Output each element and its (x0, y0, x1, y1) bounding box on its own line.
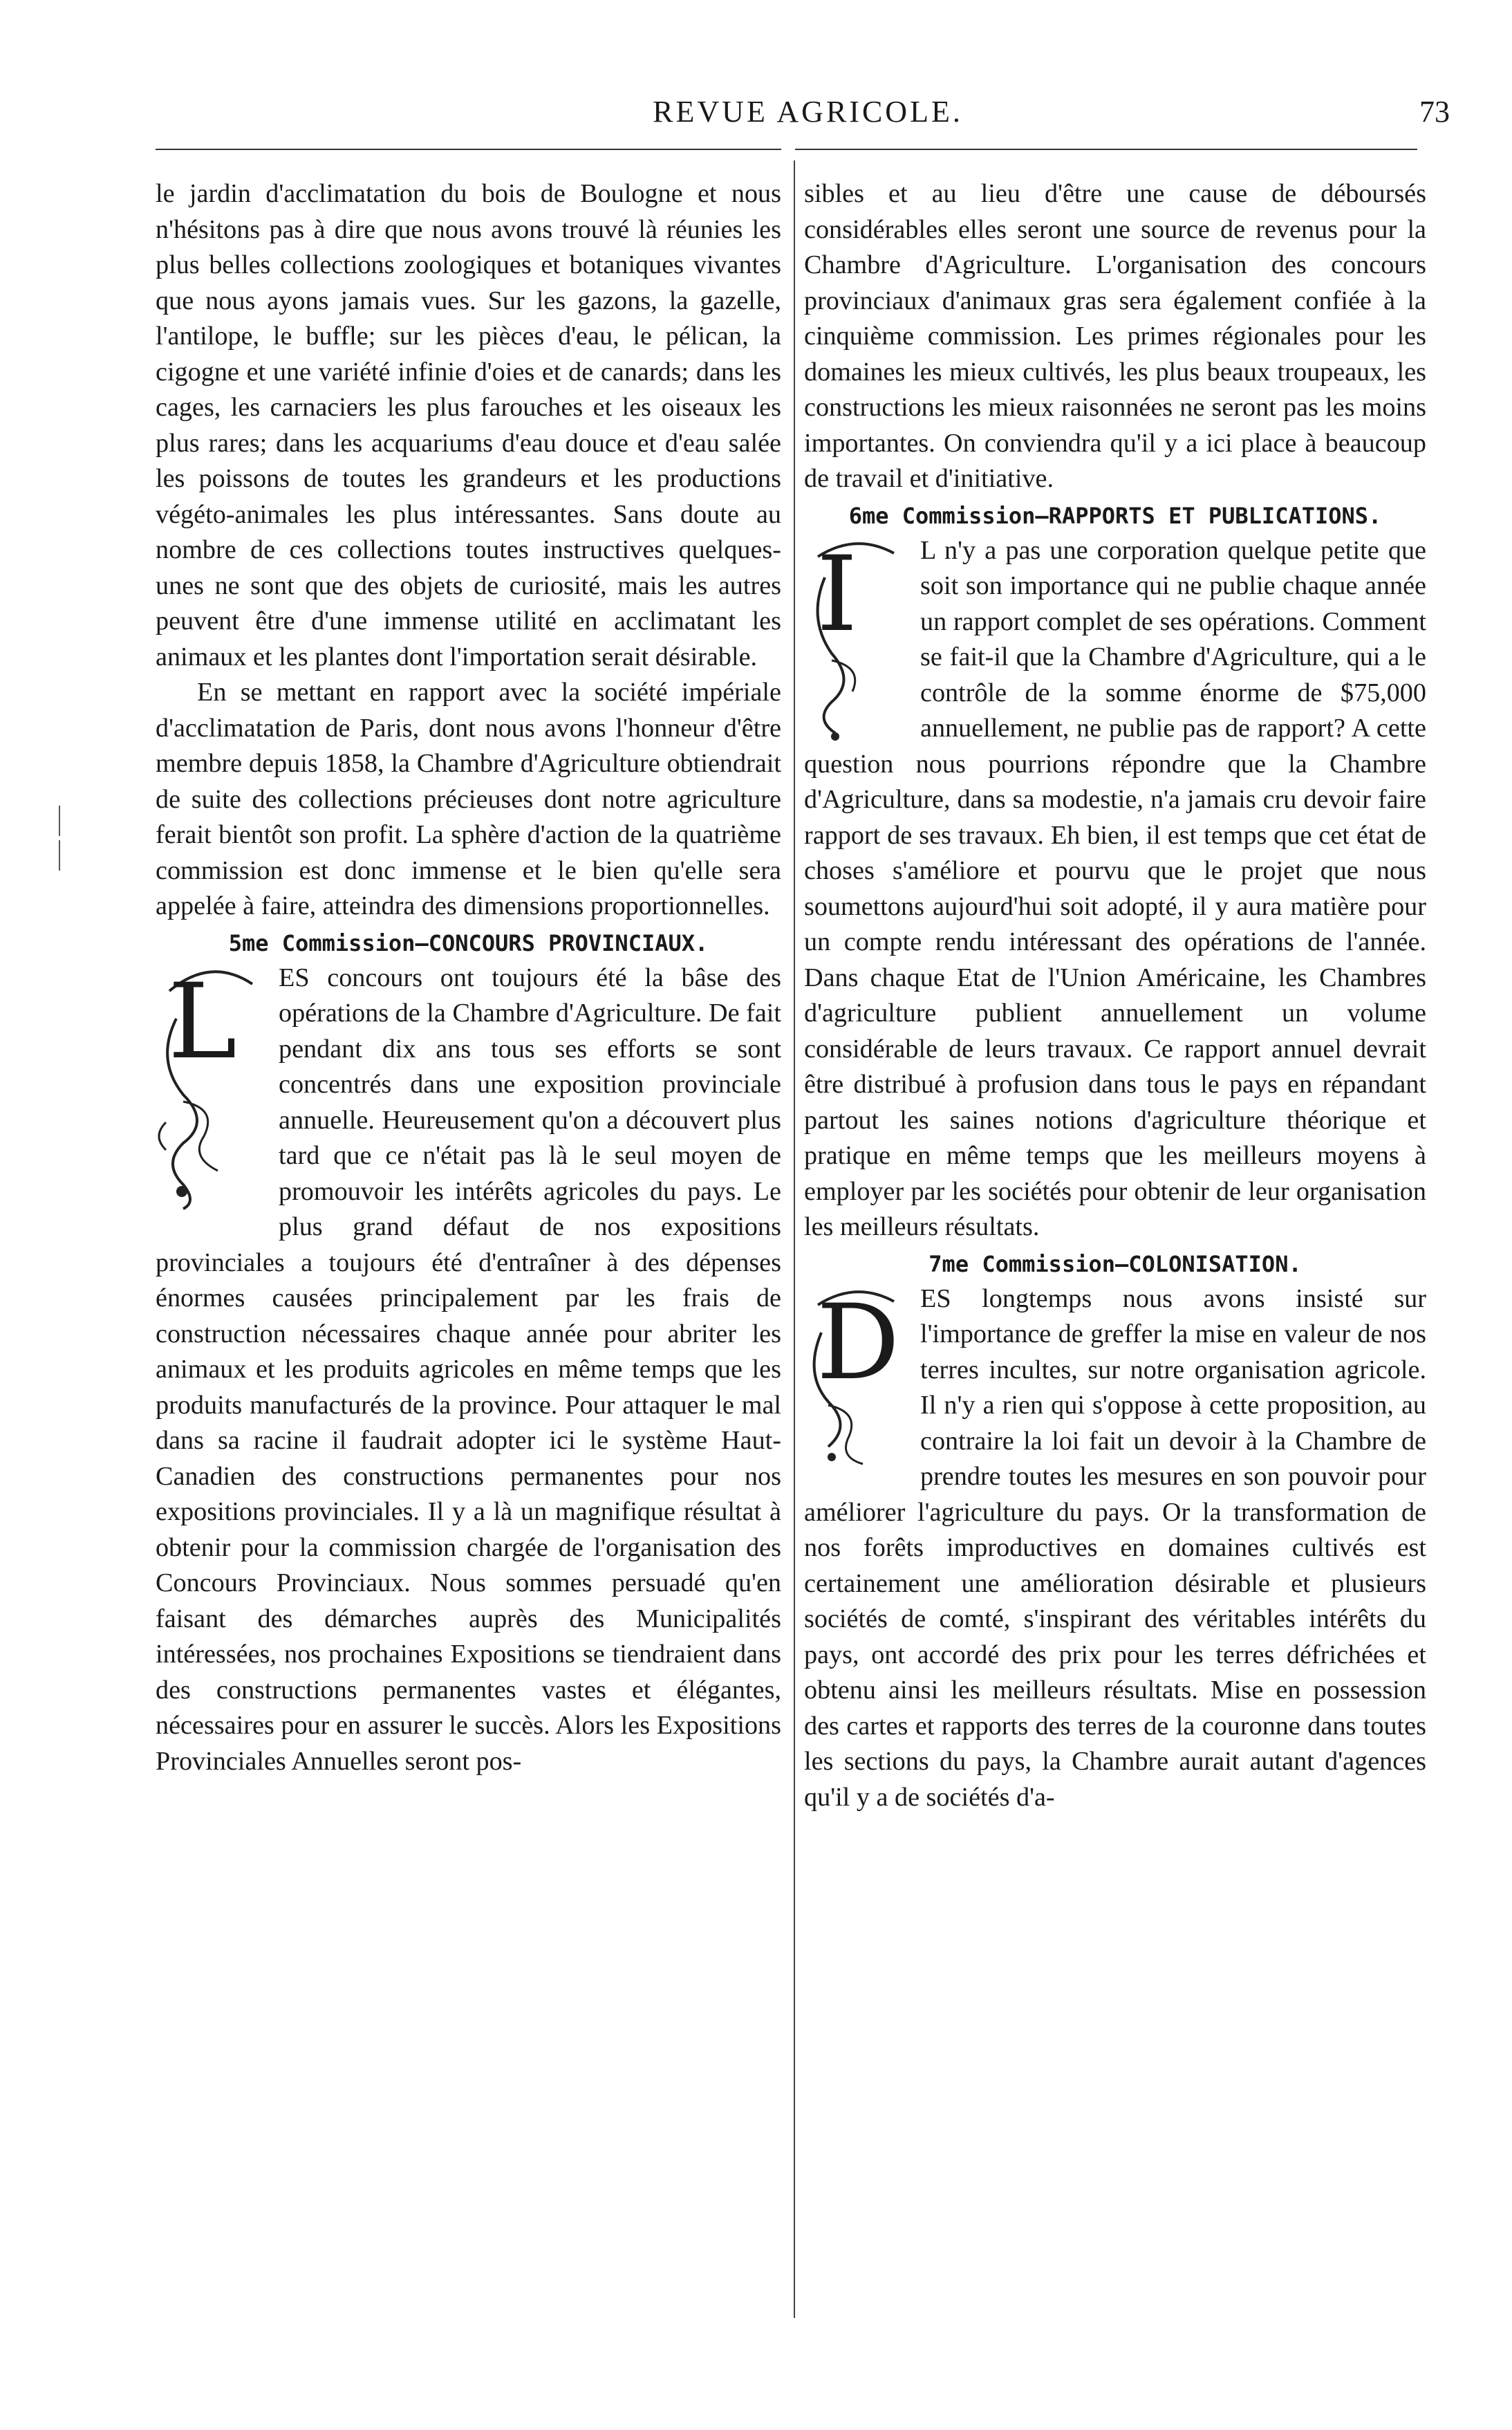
margin-mark (59, 840, 60, 871)
section-heading: 7me Commission—COLONISATION. (928, 1250, 1302, 1277)
dropcap-letter: I (816, 534, 858, 655)
paragraph: sibles et au lieu d'être une cause de déboursés considérables elles seront une source de revenus pour la Chambre d'Agriculture. L'organisation des concours provinciaux d'animaux gras sera également confiée à la cinquième commission. Les primes régionales pour les domaines les mieux cultivés, les plus beaux troupeaux, les constructions les mieux raisonnées ne seront pas les moins importantes. On conviendra qu'il y a ici place à beaucoup de travail et d'initiative. (804, 179, 1426, 493)
ornamental-dropcap (156, 963, 266, 1212)
paragraph: le jardin d'acclimatation du bois de Boulogne et nous n'hésitons pas à dire que nous avons trouvé là réunies les plus belles collections zoologiques et botaniques vivantes que nous ayons jamais vues. Sur les gazons, la gazelle, l'antilope, le buffle; sur les pièces d'eau, le pélican, la cigogne et une variété infinie d'oies et de canards; dans les cages, les carnaciers les plus farouches et les oiseaux les plus rares; dans les acquariums d'eau douce et d'eau salée les poissons de toutes les grandeurs et les productions végéto-animales les plus intéressantes. Sans doute au nombre de ces collections toutes instructives quelques-unes ne sont que des objets de curiosité, mais les autres peuvent être d'une immense utilité en acclimatant les animaux et les plantes dont l'importation serait désirable. (156, 179, 781, 671)
dropcap-letter: L (168, 961, 237, 1082)
dropcap-letter: D (816, 1282, 900, 1403)
running-header (166, 89, 1450, 137)
section-heading: 5me Commission—CONCOURS PROVINCIAUX. (228, 929, 709, 956)
left-column (156, 176, 781, 2368)
right-column (804, 176, 1426, 2368)
paragraph: ES longtemps nous avons insisté sur l'importance de greffer la mise en valeur de nos terres incultes, sur notre organisation agricole. Il n'y a rien qui s'oppose à cette proposition, au contraire la loi fait un devoir à la Chambre de prendre toutes les mesures en son pouvoir pour améliorer l'agriculture du pays. Or la transformation de nos forêts improductives en domaines cultivés est certainement une amélioration désirable et plusieurs sociétés de comté, s'inspirant des véritables intérêts du pays, ont accordé des prix pour les terres défrichées et obtenu ainsi les meilleurs résultats. Mise en possession des cartes et rapports des terres de la couronne dans toutes les sections du pays, la Chambre aurait autant d'agences qu'il y a de sociétés d'a- (804, 1283, 1426, 1812)
margin-mark (59, 806, 60, 836)
ornamental-dropcap (804, 536, 908, 743)
ornamental-dropcap (804, 1284, 908, 1492)
section-heading: 6me Commission—RAPPORTS ET PUBLICATIONS. (848, 502, 1382, 529)
header-rule-left (156, 149, 781, 150)
paragraph: L n'y a pas une corporation quelque petite que soit son importance qui ne publie chaque année un rapport complet de ses opérations. Comment se fait-il que la Chambre d'Agriculture, qui a le contrôle de la somme énorme de $75,000 annuellement, ne publie pas de rapport? A cette question nous pourrions répondre que la Chambre d'Agriculture, dans sa modestie, n'a jamais cru devoir faire rapport de ses travaux. Eh bien, il est temps que cet état de choses s'améliore et pourvu que le projet que nous soumettons aujourd'hui soit adopté, il y aura matière pour un compte rendu intéressant des opérations de l'année. Dans chaque Etat de l'Union Américaine, les Chambres d'agriculture publient annuellement un volume considérable de leurs travaux. Ce rapport annuel devrait être distribué à profusion dans tous le pays en répandant partout les saines notions d'agriculture théorique et pratique en même temps que les meilleurs moyens à employer par les sociétés pour obtenir de leur organisation les meilleurs résultats. (804, 535, 1426, 1241)
column-divider (794, 160, 795, 2318)
paragraph: ES concours ont toujours été la bâse des opérations de la Chambre d'Agriculture. De fait pendant dix ans tous ses efforts se sont concentrés dans une exposition provinciale annuelle. Heureusement qu'on a découvert plus tard que ce n'était pas là le seul moyen de promouvoir les intérêts agricoles du pays. Le plus grand défaut de nos expositions provinciales a toujours été d'entraîner à des dépenses énormes causées principalement par les frais de construction nécessaires chaque année pour abriter les animaux et les produits agricoles en même temps que les produits manufacturés de la province. Pour attaquer le mal dans sa racine il faudrait adopter ici le système Haut-Canadien des constructions permanentes pour nos expositions provinciales. Il y a là un magnifique résultat à obtenir pour la commission chargée de l'organisation des Concours Provinciaux. Nous sommes persuadé qu'en faisant des démarches auprès des Municipalités intéressées, nos prochaines Expositions se tiendraient dans des constructions permanentes vastes et élégantes, nécessaires pour en assurer le succès. Alors les Expositions Provinciales Annuelles seront pos- (156, 963, 781, 1776)
page-number: 73 (1419, 95, 1450, 129)
header-rule-right (795, 149, 1417, 150)
journal-title: REVUE AGRICOLE. (653, 95, 963, 129)
paragraph: En se mettant en rapport avec la société impériale d'acclimatation de Paris, dont nous avons l'honneur d'être membre depuis 1858, la Chambre d'Agriculture obtiendrait de suite des collections précieuses dont notre agriculture ferait bientôt son profit. La sphère d'action de la quatrième commission est donc immense et le bien qu'elle sera appelée à faire, atteindra des dimensions proportionnelles. (156, 678, 781, 920)
